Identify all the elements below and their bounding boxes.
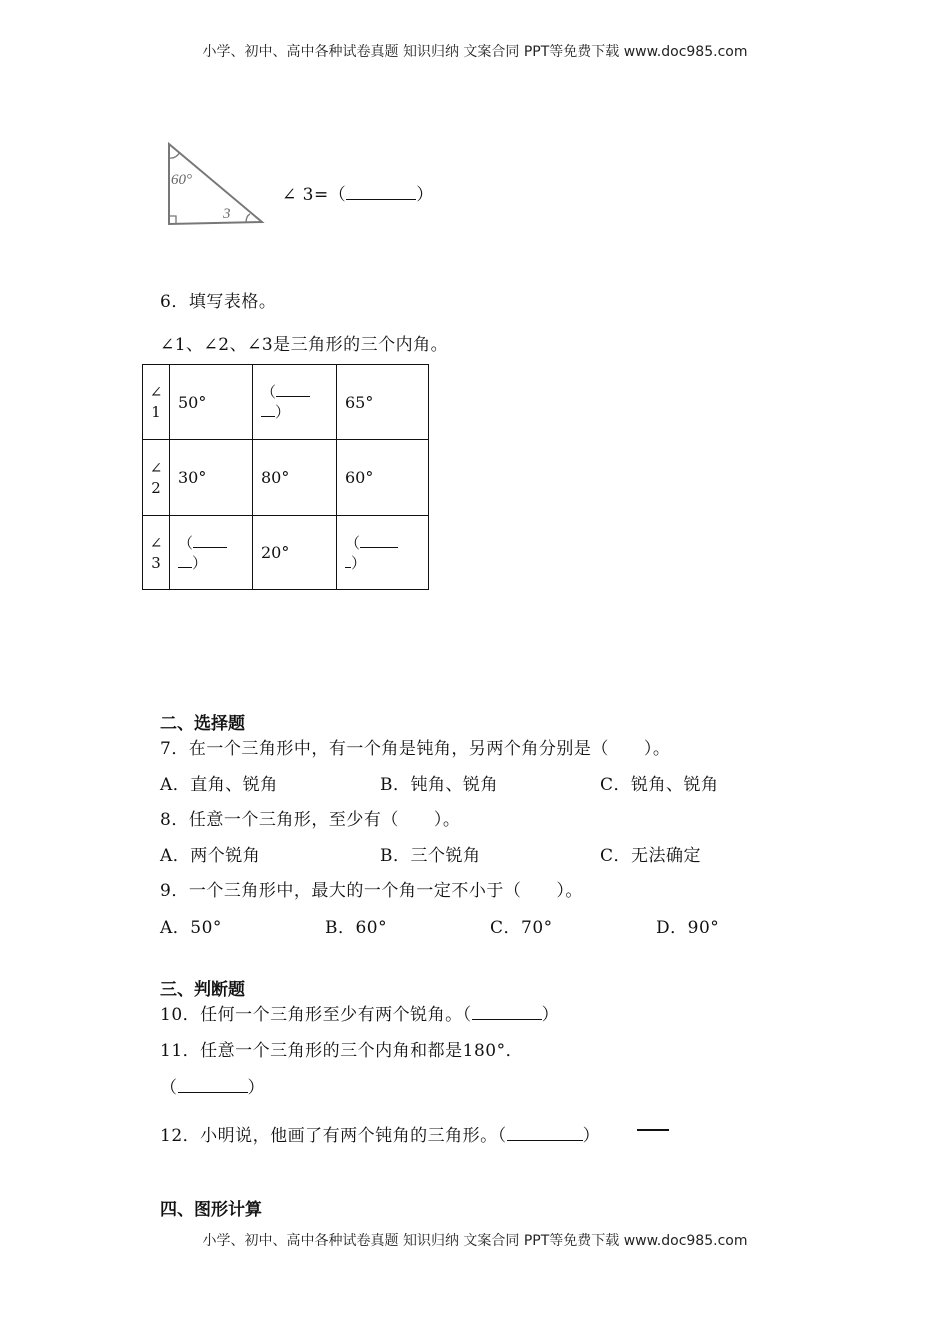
- q9-option-a[interactable]: A．50°: [160, 918, 222, 938]
- answer-cell[interactable]: （ ）: [253, 365, 337, 440]
- q11-answer: （ ）: [160, 1078, 265, 1098]
- q9-option-b[interactable]: B．60°: [325, 918, 388, 938]
- answer-blank[interactable]: [178, 1078, 248, 1093]
- table-cell: 65°: [337, 365, 429, 440]
- row-label: ∠ 1: [143, 365, 170, 440]
- section3-title: 三、判断题: [160, 980, 245, 1000]
- page-footer: 小学、初中、高中各种试卷真题 知识归纳 文案合同 PPT等免费下载 www.doc985.com: [202, 1233, 748, 1249]
- table-row: [143, 440, 429, 516]
- angle-table: [142, 364, 429, 590]
- answer-blank[interactable]: [507, 1126, 583, 1141]
- q6-intro: ∠1、∠2、∠3是三角形的三个内角。: [160, 335, 449, 355]
- q9-stem: 9．一个三角形中，最大的一个角一定不小于（ ）。: [160, 881, 583, 901]
- q8-option-a[interactable]: A．两个锐角: [160, 846, 261, 866]
- angle3-equation: ∠ 3=（: [282, 185, 347, 205]
- right-angle-mark: [169, 216, 176, 224]
- q7-stem: 7．在一个三角形中，有一个角是钝角，另两个角分别是（ ）。: [160, 739, 671, 759]
- triangle-figure: [160, 138, 272, 230]
- table-cell: 30°: [170, 440, 253, 516]
- q6-title: 6．填写表格。: [160, 292, 277, 312]
- table-cell: 20°: [253, 516, 337, 590]
- answer-blank[interactable]: [472, 1005, 542, 1020]
- q8-option-c[interactable]: C．无法确定: [600, 846, 702, 866]
- table-cell: 80°: [253, 440, 337, 516]
- page-header: 小学、初中、高中各种试卷真题 知识归纳 文案合同 PPT等免费下载 www.doc985.com: [202, 44, 748, 60]
- q7-option-b[interactable]: B．钝角、锐角: [380, 775, 498, 795]
- section2-title: 二、选择题: [160, 714, 245, 734]
- q12: 12．小明说，他画了有两个钝角的三角形。（ ）: [160, 1126, 601, 1146]
- q8-stem: 8．任意一个三角形，至少有（ ）。: [160, 810, 461, 830]
- answer-cell[interactable]: （ ）: [337, 516, 429, 590]
- table-cell: 60°: [337, 440, 429, 516]
- table-cell: 50°: [170, 365, 253, 440]
- angle3-question: [282, 180, 434, 205]
- angle-3-label: 3: [223, 206, 231, 222]
- q9-option-c[interactable]: C．70°: [490, 918, 553, 938]
- q10: 10．任何一个三角形至少有两个锐角。（ ）: [160, 1005, 560, 1025]
- divider-line: [637, 1129, 669, 1131]
- angle3-equation-close: ）: [416, 185, 434, 205]
- answer-cell[interactable]: （ ）: [170, 516, 253, 590]
- answer-blank[interactable]: [346, 185, 416, 200]
- section4-title: 四、图形计算: [160, 1200, 262, 1220]
- q7-option-a[interactable]: A．直角、锐角: [160, 775, 278, 795]
- q11-stem: 11．任意一个三角形的三个内角和都是180°．: [160, 1041, 524, 1061]
- q7-option-c[interactable]: C．锐角、锐角: [600, 775, 719, 795]
- angle-60-label: 60°: [171, 172, 192, 188]
- q9-option-d[interactable]: D．90°: [656, 918, 720, 938]
- table-row: [143, 365, 429, 440]
- table-row: [143, 516, 429, 590]
- row-label: ∠ 3: [143, 516, 170, 590]
- q8-option-b[interactable]: B．三个锐角: [380, 846, 481, 866]
- row-label: ∠ 2: [143, 440, 170, 516]
